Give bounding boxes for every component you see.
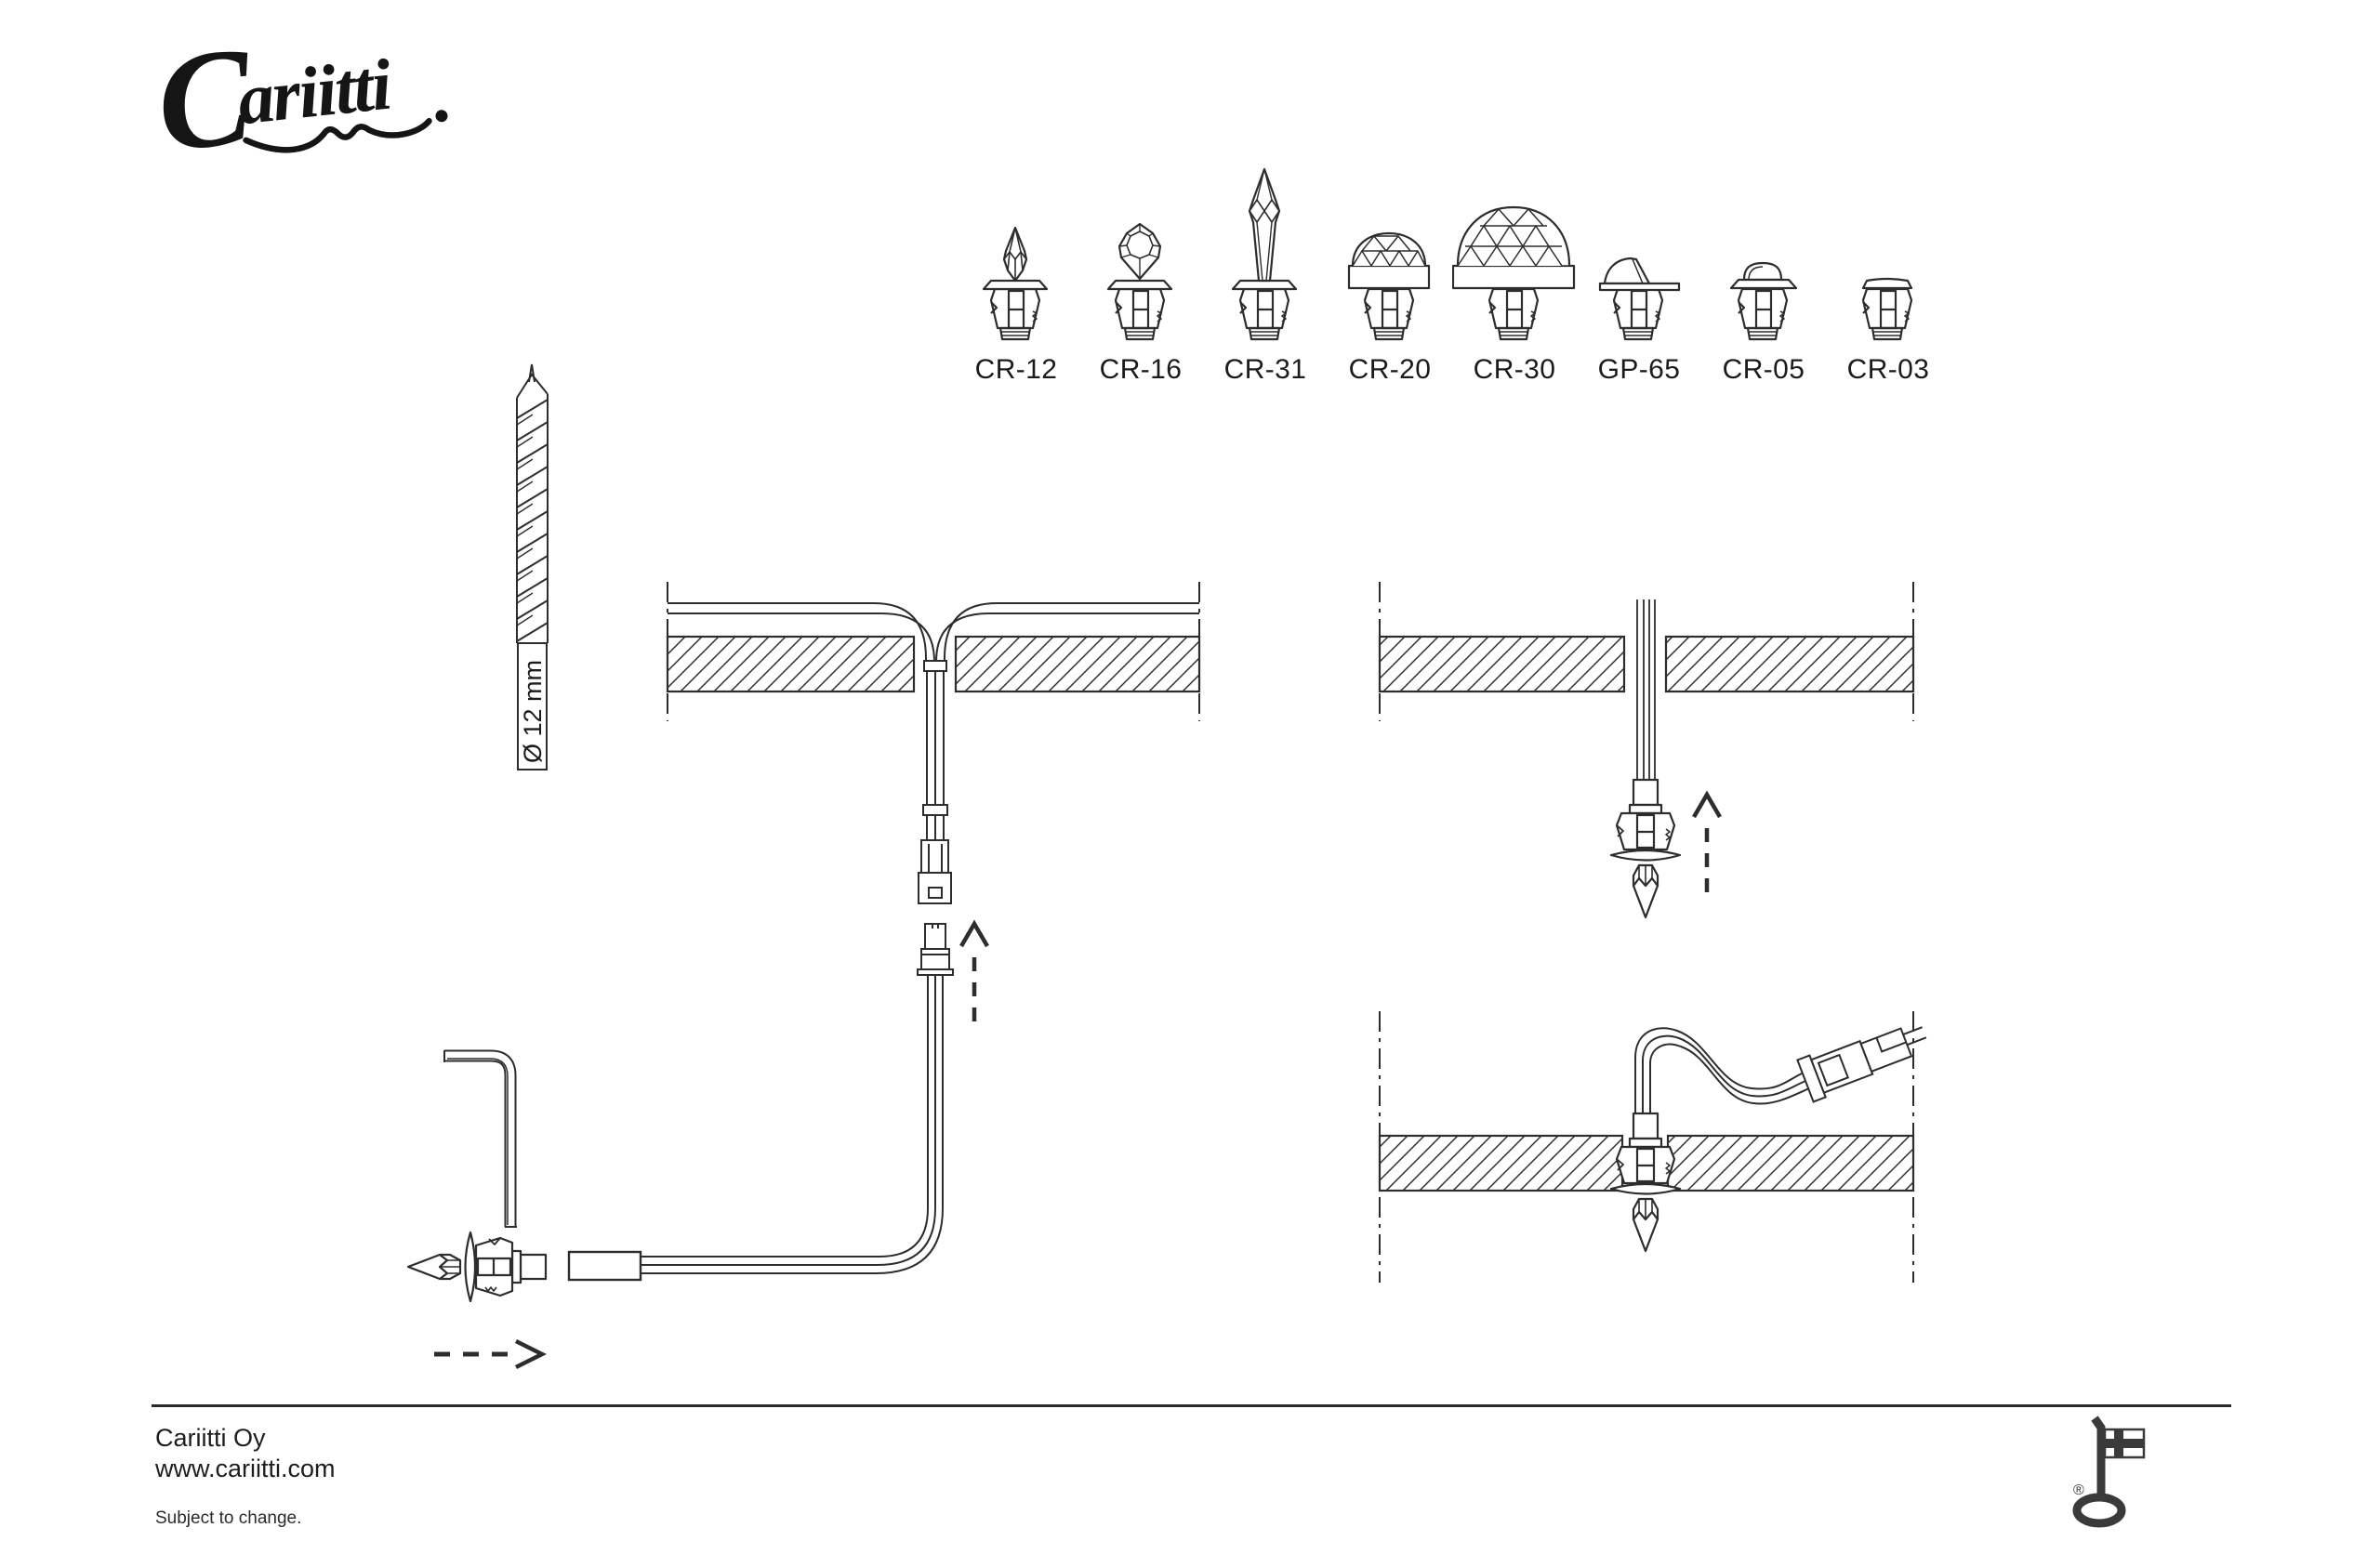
fiber-cable-curve <box>1635 1028 1809 1113</box>
crystal-cr-31-icon <box>1203 142 1328 341</box>
product-label: CR-03 <box>1846 354 1930 385</box>
product-label: CR-31 <box>1223 354 1307 385</box>
product-option <box>1078 142 1203 386</box>
product-label: CR-05 <box>1722 354 1805 385</box>
mounting-tools <box>408 1050 546 1367</box>
allen-key-icon <box>444 1050 517 1227</box>
fiber-through-hole <box>1637 599 1655 780</box>
lens-cr-05-icon <box>1701 142 1826 341</box>
footer-divider <box>152 1404 2231 1407</box>
dashed-up-arrow-icon <box>1694 795 1720 899</box>
key-flag-icon <box>2053 1405 2183 1549</box>
dashed-right-arrow-icon <box>434 1341 542 1367</box>
drill-diameter-label: Ø 12 mm <box>519 659 547 763</box>
product-label: CR-30 <box>1473 354 1556 385</box>
footer <box>155 1423 336 1529</box>
dashed-up-arrow-icon <box>961 924 987 1028</box>
logo-text: ariitti <box>233 43 394 140</box>
ceiling-section <box>1380 637 1913 691</box>
logo-initial: C <box>150 18 259 182</box>
product-label: GP-65 <box>1597 354 1681 385</box>
product-option <box>1203 142 1328 386</box>
product-label: CR-16 <box>1099 354 1183 385</box>
product-option <box>1701 142 1826 386</box>
product-option <box>1328 142 1452 386</box>
fiber-cable-run <box>641 975 943 1273</box>
lens-cr-03-icon <box>1826 142 1950 341</box>
product-option <box>954 142 1078 386</box>
product-option <box>1452 142 1577 386</box>
crystal-cr-16-icon <box>1078 142 1203 341</box>
crystal-cr-20-icon <box>1328 142 1452 341</box>
fiber-sleeve <box>569 1252 641 1280</box>
fiber-plug <box>918 924 953 975</box>
crystal-fixture-side-icon <box>408 1232 546 1301</box>
registered-mark: ® <box>2073 1482 2084 1498</box>
product-option <box>1577 142 1701 386</box>
crystal-fixture <box>1611 780 1680 917</box>
crystal-cr-30-icon <box>1452 142 1577 341</box>
product-label: CR-20 <box>1348 354 1432 385</box>
footer-note: Subject to change. <box>155 1508 302 1528</box>
footer-website: www.cariitti.com <box>155 1455 336 1482</box>
step-connect-diagram <box>569 582 1199 1280</box>
step-push-fixture-diagram <box>1380 582 1913 917</box>
product-label: CR-12 <box>974 354 1058 385</box>
crystal-cr-12-icon <box>954 142 1078 341</box>
crystal-options-row <box>954 142 1950 386</box>
lens-gp-65-icon <box>1577 142 1701 341</box>
fiber-drop-and-connector <box>919 661 951 903</box>
footer-company: Cariitti Oy <box>155 1424 266 1452</box>
installed-fixture-diagram <box>1380 1011 1933 1283</box>
finnish-key-flag-icon <box>2073 1418 2144 1523</box>
drill-bit-icon <box>517 364 548 770</box>
product-option <box>1826 142 1950 386</box>
